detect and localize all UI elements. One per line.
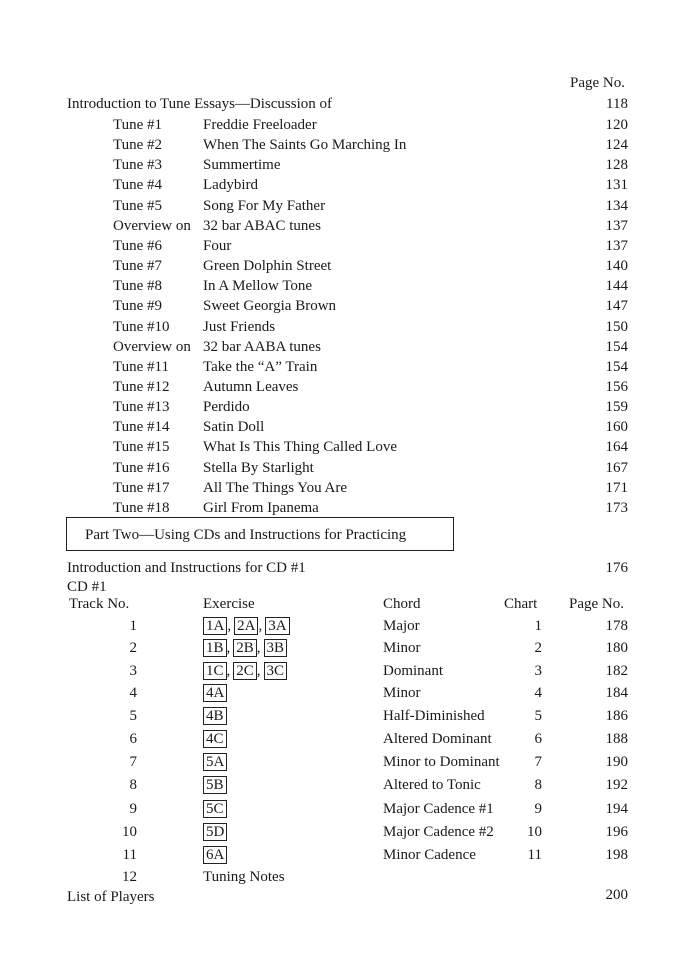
exercise-separator: ,	[258, 618, 263, 634]
exercise-box: 5D	[203, 823, 227, 841]
track-number: 1	[129, 618, 137, 634]
tune-title: 32 bar ABAC tunes	[203, 217, 321, 234]
tune-label: Tune #10	[113, 318, 170, 335]
tune-label: Tune #14	[113, 419, 170, 436]
tune-page: 150	[605, 318, 628, 335]
exercise-box: 4B	[203, 707, 227, 725]
part-two-heading-box	[66, 517, 454, 551]
cd-intro-title: Introduction and Instructions for CD #1	[67, 560, 306, 576]
exercise-cell	[203, 775, 227, 795]
chord-cell: Dominant	[383, 663, 443, 679]
tune-label: Tune #15	[113, 439, 170, 456]
track-number: 2	[129, 640, 137, 656]
tune-page: 171	[605, 479, 628, 496]
tune-page: 159	[605, 399, 628, 416]
tune-title: Green Dolphin Street	[203, 258, 332, 275]
tune-title: Freddie Freeloader	[203, 117, 317, 133]
exercise-cell	[203, 661, 287, 681]
chart-cell: 5	[534, 708, 542, 724]
exercise-box: 3A	[265, 617, 289, 635]
cd-label: CD #1	[67, 579, 107, 595]
track-page: 180	[605, 640, 628, 656]
track-page: 194	[605, 801, 628, 817]
tune-title: Song For My Father	[203, 197, 326, 214]
tune-page: 144	[605, 278, 628, 295]
tune-label: Tune #5	[113, 197, 163, 214]
tune-title: Summertime	[203, 157, 281, 174]
part-two-heading: Part Two—Using CDs and Instructions for Practicing	[85, 527, 407, 543]
exercise-cell	[203, 683, 227, 703]
chart-cell: 6	[534, 731, 542, 747]
exercise-box: 1A	[203, 617, 227, 635]
track-number: 6	[129, 731, 137, 747]
tune-page: 156	[605, 378, 628, 395]
tune-page: 137	[605, 217, 628, 234]
chart-cell: 7	[534, 754, 542, 770]
tune-label: Tune #12	[113, 378, 170, 395]
track-number: 4	[129, 685, 137, 701]
exercise-box: 2A	[234, 617, 258, 635]
tune-title: Stella By Starlight	[203, 459, 314, 476]
exercise-cell	[203, 845, 227, 865]
tune-page: 124	[605, 137, 628, 154]
exercise-separator: ,	[227, 618, 232, 634]
tune-label: Tune #1	[113, 117, 163, 133]
track-page: 186	[605, 708, 628, 724]
track-number: 9	[129, 801, 137, 817]
track-number: 3	[129, 663, 137, 679]
tune-page: 120	[605, 117, 628, 133]
track-number: 12	[122, 869, 137, 885]
chord-cell: Altered Dominant	[383, 731, 492, 747]
tune-page: 167	[605, 459, 628, 476]
page-no-header: Page No.	[570, 75, 625, 91]
tune-label: Tune #9	[113, 298, 163, 315]
tune-page: 134	[605, 197, 628, 214]
tune-title: Ladybird	[203, 177, 258, 194]
chord-cell: Half-Diminished	[383, 708, 485, 724]
tune-label: Tune #16	[113, 459, 170, 476]
track-number: 7	[129, 754, 137, 770]
tune-page: 160	[605, 419, 628, 436]
tune-label: Tune #13	[113, 399, 170, 416]
tune-page: 164	[605, 439, 628, 456]
chord-cell: Major Cadence #2	[383, 824, 494, 840]
track-page: 182	[605, 663, 628, 679]
chord-cell: Minor Cadence	[383, 847, 476, 863]
header-chart: Chart	[504, 596, 538, 612]
tune-title: Autumn Leaves	[203, 378, 299, 395]
chart-cell: 10	[527, 824, 542, 840]
tune-label: Tune #3	[113, 157, 163, 174]
tune-title: Perdido	[203, 399, 250, 416]
exercise-cell	[203, 799, 227, 819]
exercise-cell	[203, 822, 227, 842]
exercise-cell: Tuning Notes	[203, 869, 285, 885]
track-page: 178	[605, 618, 628, 634]
tune-title: Four	[203, 237, 232, 254]
tune-page: 154	[605, 358, 628, 375]
intro-essays-page: 118	[606, 96, 628, 112]
exercise-box: 5B	[203, 776, 227, 794]
chart-cell: 4	[534, 685, 542, 701]
tune-label: Tune #7	[113, 258, 163, 275]
exercise-box: 5C	[203, 800, 227, 818]
chord-cell: Altered to Tonic	[383, 777, 481, 793]
track-number: 8	[129, 777, 137, 793]
chord-cell: Major Cadence #1	[383, 801, 494, 817]
tune-title: What Is This Thing Called Love	[203, 439, 397, 456]
exercise-box: 1B	[203, 639, 227, 657]
tune-title: Take the “A” Train	[203, 358, 318, 375]
cd-intro-page: 176	[605, 560, 628, 576]
exercise-cell	[203, 706, 227, 726]
track-number: 10	[122, 824, 137, 840]
header-page: Page No.	[569, 596, 624, 612]
track-page: 184	[605, 685, 628, 701]
chord-cell: Minor to Dominant	[383, 754, 500, 770]
tune-page: 137	[605, 237, 628, 254]
chord-cell: Major	[383, 618, 420, 634]
track-number: 11	[122, 847, 137, 863]
tune-label: Tune #11	[113, 358, 169, 375]
tune-title: In A Mellow Tone	[203, 278, 313, 295]
chart-cell: 11	[527, 847, 542, 863]
exercise-cell	[203, 638, 287, 658]
tune-title: 32 bar AABA tunes	[203, 338, 321, 355]
tune-title: Girl From Ipanema	[203, 499, 319, 516]
chart-cell: 3	[534, 663, 542, 679]
tune-page: 131	[605, 177, 628, 194]
tune-page: 154	[605, 338, 628, 355]
track-page: 192	[605, 777, 628, 793]
exercise-box: 5A	[203, 753, 227, 771]
tune-label: Tune #6	[113, 237, 163, 254]
exercise-separator: ,	[226, 640, 231, 656]
tune-title: All The Things You Are	[203, 479, 348, 496]
tune-label: Overview on	[113, 217, 191, 234]
tune-page: 173	[605, 499, 628, 516]
tune-label: Tune #8	[113, 278, 163, 295]
tune-title: Sweet Georgia Brown	[203, 298, 337, 315]
tune-page: 128	[605, 157, 628, 174]
exercise-box: 4C	[203, 730, 227, 748]
tune-page: 147	[605, 298, 628, 315]
chord-cell: Minor	[383, 640, 421, 656]
tune-page: 140	[605, 258, 628, 275]
tune-title: Satin Doll	[203, 419, 265, 436]
track-number: 5	[129, 708, 137, 724]
exercise-box: 3C	[264, 662, 288, 680]
chart-cell: 2	[534, 640, 542, 656]
exercise-separator: ,	[256, 640, 261, 656]
exercise-cell	[203, 729, 227, 749]
tune-title: Just Friends	[203, 318, 276, 335]
exercise-box: 4A	[203, 684, 227, 702]
tune-title: When The Saints Go Marching In	[203, 137, 407, 154]
tune-label: Tune #4	[113, 177, 163, 194]
track-page: 190	[605, 754, 628, 770]
exercise-box: 3B	[264, 639, 288, 657]
exercise-box: 2C	[233, 662, 257, 680]
tune-label: Tune #18	[113, 499, 170, 516]
intro-essays-title: Introduction to Tune Essays—Discussion of	[67, 96, 333, 112]
list-of-players-page: 200	[605, 887, 628, 903]
chord-cell: Minor	[383, 685, 421, 701]
exercise-box: 2B	[233, 639, 257, 657]
tune-label: Overview on	[113, 338, 191, 355]
track-page: 198	[605, 847, 628, 863]
chart-cell: 9	[534, 801, 542, 817]
tune-label: Tune #2	[113, 137, 163, 154]
track-page: 196	[605, 824, 628, 840]
header-track: Track No.	[69, 596, 130, 612]
exercise-separator: ,	[256, 663, 261, 679]
exercise-separator: ,	[226, 663, 231, 679]
chart-cell: 1	[534, 618, 542, 634]
list-of-players-title: List of Players	[67, 889, 155, 905]
exercise-cell	[203, 616, 290, 636]
header-chord: Chord	[383, 596, 421, 612]
exercise-box: 1C	[203, 662, 227, 680]
header-exercise: Exercise	[203, 596, 255, 612]
track-page: 188	[605, 731, 628, 747]
chart-cell: 8	[534, 777, 542, 793]
exercise-box: 6A	[203, 846, 227, 864]
exercise-cell	[203, 752, 227, 772]
tune-label: Tune #17	[113, 479, 170, 496]
